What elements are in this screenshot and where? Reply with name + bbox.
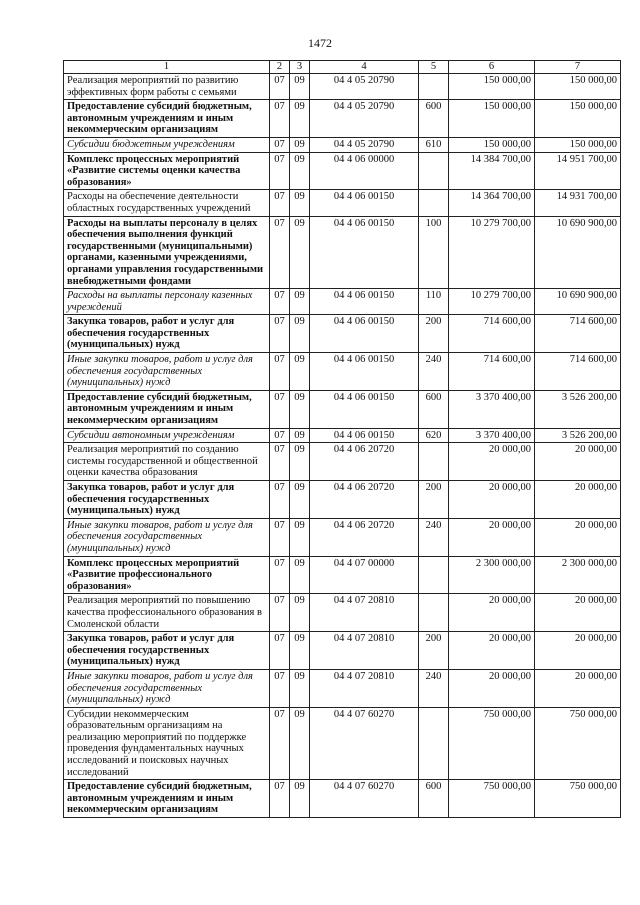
section-code-cell: 07 — [270, 707, 290, 780]
table-row — [64, 353, 621, 391]
table-row — [64, 518, 621, 556]
target-article-cell: 04 4 07 60270 — [310, 780, 419, 818]
target-article-cell: 04 4 06 00150 — [310, 428, 419, 443]
section-code-cell: 07 — [270, 594, 290, 632]
table-row — [64, 100, 621, 138]
subsection-code-cell: 09 — [290, 594, 310, 632]
column-header: 6 — [449, 61, 535, 74]
section-code-cell: 07 — [270, 190, 290, 216]
table-row — [64, 289, 621, 315]
subsection-code-cell: 09 — [290, 353, 310, 391]
row-name-cell: Предоставление субсидий бюджетным, автономным учреждениям и иным некоммерческим организациям — [64, 100, 270, 138]
subsection-code-cell: 09 — [290, 74, 310, 100]
column-header: 2 — [270, 61, 290, 74]
table-row — [64, 190, 621, 216]
target-article-cell: 04 4 06 00150 — [310, 190, 419, 216]
subsection-code-cell: 09 — [290, 518, 310, 556]
amount-year-2-cell: 750 000,00 — [535, 707, 621, 780]
row-name-cell: Комплекс процессных мероприятий «Развитие системы оценки качества образования» — [64, 152, 270, 190]
amount-year-2-cell: 714 600,00 — [535, 315, 621, 353]
target-article-cell: 04 4 07 20810 — [310, 669, 419, 707]
expense-type-cell: 600 — [419, 390, 449, 428]
amount-year-2-cell: 714 600,00 — [535, 353, 621, 391]
target-article-cell: 04 4 06 20720 — [310, 443, 419, 481]
amount-year-2-cell: 150 000,00 — [535, 74, 621, 100]
subsection-code-cell: 09 — [290, 556, 310, 594]
amount-year-1-cell: 20 000,00 — [449, 443, 535, 481]
subsection-code-cell: 09 — [290, 632, 310, 670]
row-name-cell: Субсидии автономным учреждениям — [64, 428, 270, 443]
section-code-cell: 07 — [270, 669, 290, 707]
row-name-cell: Комплекс процессных мероприятий «Развитие профессионального образования» — [64, 556, 270, 594]
target-article-cell: 04 4 06 00150 — [310, 315, 419, 353]
column-header: 4 — [310, 61, 419, 74]
page-number: 1472 — [308, 36, 332, 50]
row-name-cell: Иные закупки товаров, работ и услуг для обеспечения государственных (муниципальных) нужд — [64, 669, 270, 707]
target-article-cell: 04 4 05 20790 — [310, 137, 419, 152]
amount-year-1-cell: 750 000,00 — [449, 780, 535, 818]
section-code-cell: 07 — [270, 152, 290, 190]
subsection-code-cell: 09 — [290, 428, 310, 443]
table-row — [64, 780, 621, 818]
target-article-cell: 04 4 05 20790 — [310, 74, 419, 100]
amount-year-1-cell: 3 370 400,00 — [449, 428, 535, 443]
section-code-cell: 07 — [270, 315, 290, 353]
expense-type-cell: 200 — [419, 632, 449, 670]
row-name-cell: Иные закупки товаров, работ и услуг для обеспечения государственных (муниципальных) нужд — [64, 353, 270, 391]
amount-year-1-cell: 20 000,00 — [449, 518, 535, 556]
amount-year-2-cell: 20 000,00 — [535, 443, 621, 481]
amount-year-1-cell: 20 000,00 — [449, 632, 535, 670]
table-header-row — [64, 61, 621, 74]
row-name-cell: Реализация мероприятий по повышению качества профессионального образования в Смоленской области — [64, 594, 270, 632]
subsection-code-cell: 09 — [290, 152, 310, 190]
table-row — [64, 152, 621, 190]
table-row — [64, 481, 621, 519]
subsection-code-cell: 09 — [290, 190, 310, 216]
amount-year-2-cell: 20 000,00 — [535, 632, 621, 670]
table-row — [64, 669, 621, 707]
subsection-code-cell: 09 — [290, 100, 310, 138]
column-header: 7 — [535, 61, 621, 74]
subsection-code-cell: 09 — [290, 390, 310, 428]
subsection-code-cell: 09 — [290, 137, 310, 152]
amount-year-2-cell: 20 000,00 — [535, 481, 621, 519]
section-code-cell: 07 — [270, 289, 290, 315]
table-row — [64, 390, 621, 428]
column-header: 5 — [419, 61, 449, 74]
amount-year-1-cell: 714 600,00 — [449, 353, 535, 391]
amount-year-1-cell: 150 000,00 — [449, 137, 535, 152]
table-row — [64, 428, 621, 443]
amount-year-1-cell: 714 600,00 — [449, 315, 535, 353]
expense-type-cell — [419, 74, 449, 100]
target-article-cell: 04 4 05 20790 — [310, 100, 419, 138]
row-name-cell: Закупка товаров, работ и услуг для обеспечения государственных (муниципальных) нужд — [64, 315, 270, 353]
table-row — [64, 556, 621, 594]
table-row — [64, 137, 621, 152]
target-article-cell: 04 4 07 00000 — [310, 556, 419, 594]
subsection-code-cell: 09 — [290, 481, 310, 519]
amount-year-2-cell: 20 000,00 — [535, 518, 621, 556]
subsection-code-cell: 09 — [290, 289, 310, 315]
expense-type-cell: 240 — [419, 669, 449, 707]
table-row — [64, 594, 621, 632]
section-code-cell: 07 — [270, 556, 290, 594]
subsection-code-cell: 09 — [290, 443, 310, 481]
expense-type-cell — [419, 190, 449, 216]
amount-year-1-cell: 20 000,00 — [449, 481, 535, 519]
amount-year-2-cell: 2 300 000,00 — [535, 556, 621, 594]
expense-type-cell — [419, 152, 449, 190]
row-name-cell: Иные закупки товаров, работ и услуг для обеспечения государственных (муниципальных) нужд — [64, 518, 270, 556]
amount-year-1-cell: 14 384 700,00 — [449, 152, 535, 190]
amount-year-2-cell: 14 951 700,00 — [535, 152, 621, 190]
section-code-cell: 07 — [270, 518, 290, 556]
section-code-cell: 07 — [270, 137, 290, 152]
amount-year-1-cell: 20 000,00 — [449, 669, 535, 707]
amount-year-2-cell: 10 690 900,00 — [535, 289, 621, 315]
amount-year-1-cell: 2 300 000,00 — [449, 556, 535, 594]
expense-type-cell: 240 — [419, 353, 449, 391]
table-row — [64, 443, 621, 481]
expense-type-cell: 610 — [419, 137, 449, 152]
amount-year-2-cell: 3 526 200,00 — [535, 390, 621, 428]
amount-year-2-cell: 10 690 900,00 — [535, 216, 621, 289]
expense-type-cell: 200 — [419, 315, 449, 353]
amount-year-1-cell: 3 370 400,00 — [449, 390, 535, 428]
target-article-cell: 04 4 07 20810 — [310, 594, 419, 632]
expense-type-cell: 600 — [419, 780, 449, 818]
amount-year-2-cell: 20 000,00 — [535, 669, 621, 707]
section-code-cell: 07 — [270, 100, 290, 138]
section-code-cell: 07 — [270, 481, 290, 519]
amount-year-2-cell: 750 000,00 — [535, 780, 621, 818]
row-name-cell: Закупка товаров, работ и услуг для обеспечения государственных (муниципальных) нужд — [64, 632, 270, 670]
row-name-cell: Расходы на обеспечение деятельности областных государственных учреждений — [64, 190, 270, 216]
expense-type-cell — [419, 594, 449, 632]
row-name-cell: Расходы на выплаты персоналу казенных учреждений — [64, 289, 270, 315]
row-name-cell: Субсидии бюджетным учреждениям — [64, 137, 270, 152]
amount-year-2-cell: 150 000,00 — [535, 137, 621, 152]
target-article-cell: 04 4 06 00150 — [310, 289, 419, 315]
row-name-cell: Реализация мероприятий по развитию эффективных форм работы с семьями — [64, 74, 270, 100]
expense-type-cell — [419, 556, 449, 594]
target-article-cell: 04 4 06 00150 — [310, 216, 419, 289]
expense-type-cell: 110 — [419, 289, 449, 315]
column-header: 3 — [290, 61, 310, 74]
target-article-cell: 04 4 06 20720 — [310, 518, 419, 556]
row-name-cell: Реализация мероприятий по созданию системы государственной и общественной оценки качества образования — [64, 443, 270, 481]
section-code-cell: 07 — [270, 428, 290, 443]
section-code-cell: 07 — [270, 443, 290, 481]
table-row — [64, 707, 621, 780]
target-article-cell: 04 4 06 00000 — [310, 152, 419, 190]
subsection-code-cell: 09 — [290, 669, 310, 707]
amount-year-2-cell: 150 000,00 — [535, 100, 621, 138]
target-article-cell: 04 4 06 00150 — [310, 390, 419, 428]
target-article-cell: 04 4 07 20810 — [310, 632, 419, 670]
section-code-cell: 07 — [270, 216, 290, 289]
subsection-code-cell: 09 — [290, 780, 310, 818]
amount-year-2-cell: 3 526 200,00 — [535, 428, 621, 443]
target-article-cell: 04 4 06 00150 — [310, 353, 419, 391]
amount-year-1-cell: 150 000,00 — [449, 100, 535, 138]
row-name-cell: Предоставление субсидий бюджетным, автономным учреждениям и иным некоммерческим организациям — [64, 780, 270, 818]
table-row — [64, 632, 621, 670]
subsection-code-cell: 09 — [290, 315, 310, 353]
table-row — [64, 315, 621, 353]
amount-year-1-cell: 14 364 700,00 — [449, 190, 535, 216]
amount-year-1-cell: 10 279 700,00 — [449, 289, 535, 315]
section-code-cell: 07 — [270, 632, 290, 670]
expense-type-cell: 600 — [419, 100, 449, 138]
row-name-cell: Предоставление субсидий бюджетным, автономным учреждениям и иным некоммерческим организациям — [64, 390, 270, 428]
row-name-cell: Субсидии некоммерческим образовательным организациям на реализацию мероприятий по поддержке проведения фундаментальных научных исследований и поисковых научных исследований — [64, 707, 270, 780]
target-article-cell: 04 4 07 60270 — [310, 707, 419, 780]
amount-year-1-cell: 10 279 700,00 — [449, 216, 535, 289]
column-header: 1 — [64, 61, 270, 74]
target-article-cell: 04 4 06 20720 — [310, 481, 419, 519]
row-name-cell: Закупка товаров, работ и услуг для обеспечения государственных (муниципальных) нужд — [64, 481, 270, 519]
subsection-code-cell: 09 — [290, 216, 310, 289]
amount-year-1-cell: 750 000,00 — [449, 707, 535, 780]
expense-type-cell: 200 — [419, 481, 449, 519]
subsection-code-cell: 09 — [290, 707, 310, 780]
amount-year-1-cell: 20 000,00 — [449, 594, 535, 632]
amount-year-2-cell: 14 931 700,00 — [535, 190, 621, 216]
row-name-cell: Расходы на выплаты персоналу в целях обеспечения выполнения функций государственными (муниципальными) органами, казенными учреждениями, органами управления государственными внебюджетными фондами — [64, 216, 270, 289]
amount-year-2-cell: 20 000,00 — [535, 594, 621, 632]
section-code-cell: 07 — [270, 390, 290, 428]
expense-type-cell — [419, 443, 449, 481]
section-code-cell: 07 — [270, 353, 290, 391]
section-code-cell: 07 — [270, 74, 290, 100]
section-code-cell: 07 — [270, 780, 290, 818]
expense-type-cell: 240 — [419, 518, 449, 556]
table-row — [64, 216, 621, 289]
expense-type-cell — [419, 707, 449, 780]
expense-type-cell: 100 — [419, 216, 449, 289]
table-row — [64, 74, 621, 100]
amount-year-1-cell: 150 000,00 — [449, 74, 535, 100]
budget-table — [63, 60, 621, 818]
expense-type-cell: 620 — [419, 428, 449, 443]
